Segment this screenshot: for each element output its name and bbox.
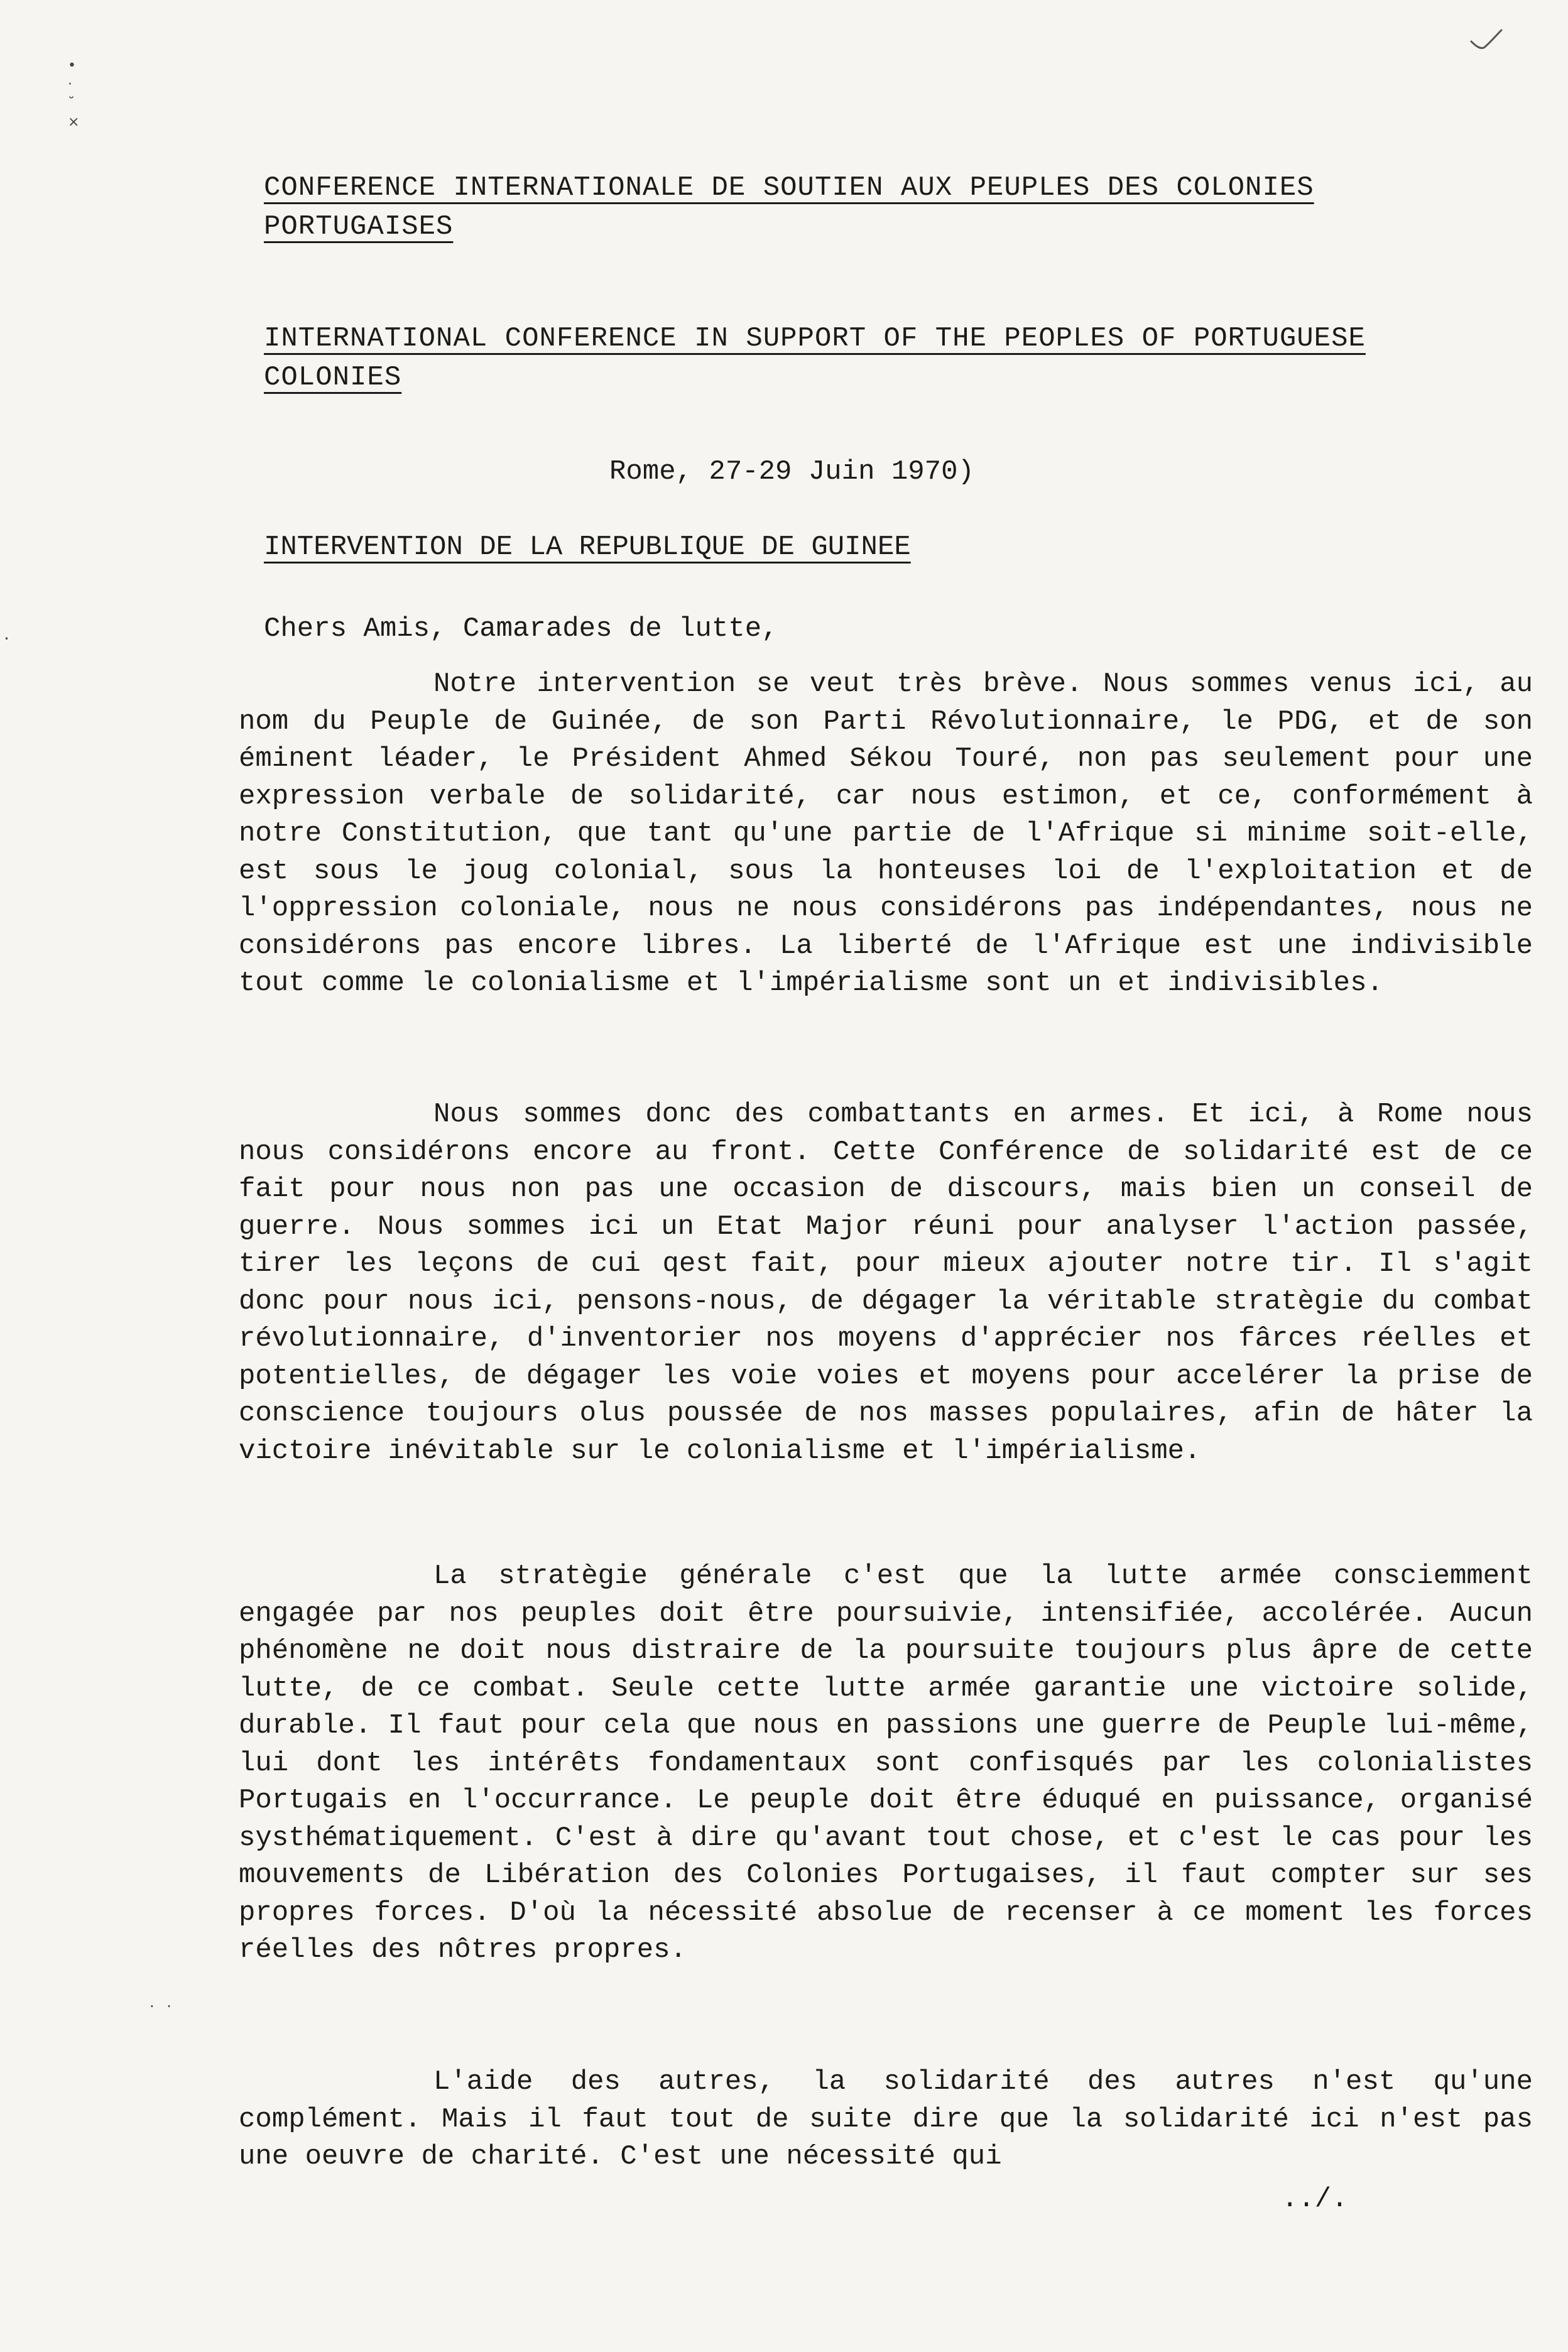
check-tick-icon	[1470, 28, 1503, 53]
conference-title-en: INTERNATIONAL CONFERENCE IN SUPPORT OF THE PEOPLES OF PORTUGUESE COLONIES	[264, 323, 1366, 393]
paragraph-3: La stratègie générale c'est que la lutte armée consciemment engagée par nos peuples doit être poursuivie, intensifiée, accolérée. Aucun phénomène ne doit nous distraire de la poursuite toujours plus âpre de cette lutte, de ce combat. Seule cette lutte armée garantie une victoire solide, durable. Il faut pour cela que nous en passions une guerre de Peuple lui-même, lui dont les intérêts fondamentaux sont confisqués par les colonialistes Portugais en l'occurrance. Le peuple doit être éduqué en puissance, organisé systhématiquement. C'est à dire qu'avant tout chose, et c'est le cas pour les mouvements de Libération des Colonies Portugaises, il faut compter sur ses propres forces. D'où la nécessité absolue de recenser à ce moment les forces réelles des nôtres propres.	[239, 1560, 1533, 1966]
intervention-title: INTERVENTION DE LA REPUBLIQUE DE GUINEE	[264, 531, 911, 563]
paragraph-2: Nous sommes donc des combattants en armes. Et ici, à Rome nous nous considérons encore au front. Cette Conférence de solidarité est de ce fait pour nous non pas une occasion de discours, mais bien un conseil de guerre. Nous sommes ici un Etat Major réuni pour analyser l'action passée, tirer les leçons de cui qest fait, pour mieux ajouter notre tir. Il s'agit donc pour nous ici, pensons-nous, de dégager la véritable stratègie du combat révolutionnaire, d'inventorier nos moyens d'apprécier nos fârces réelles et potentielles, de dégager les voie voies et moyens pour accelérer la prise de conscience toujours olus poussée de nos masses populaires, afin de hâter la victoire inévitable sur le colonialisme et l'impérialisme.	[239, 1099, 1533, 1467]
margin-specks: • · ˘ ×	[68, 58, 80, 130]
continuation-mark: ../.	[1282, 2184, 1348, 2215]
salutation: Chers Amis, Camarades de lutte,	[264, 613, 778, 645]
margin-specks: · ·	[150, 1998, 175, 2015]
conference-title-fr: CONFERENCE INTERNATIONALE DE SOUTIEN AUX PEUPLES DES COLONIES PORTUGAISES	[264, 172, 1314, 242]
paragraph-1: Notre intervention se veut très brève. Nous sommes venus ici, au nom du Peuple de Guinée, de son Parti Révolutionnaire, le PDG, et de son éminent léader, le Président Ahmed Sékou Touré, non pas seulement pour une expression verbale de solidarité, car nous estimon, et ce, conformément à notre Constitution, que tant qu'une partie de l'Afrique si minime soit-elle, est sous le joug colonial, sous la honteuses loi de l'exploitation et de l'oppression coloniale, nous ne nous considérons pas indépendantes, nous ne considérons pas encore libres. La liberté de l'Afrique est une indivisible tout comme le colonialisme et l'impérialisme sont un et indivisibles.	[239, 668, 1533, 999]
margin-speck: ·	[4, 628, 9, 649]
paragraph-4: L'aide des autres, la solidarité des autres n'est qu'une complément. Mais il faut tout de suite dire que la solidarité ici n'est pas une oeuvre de charité. C'est une nécessité qui	[239, 2066, 1533, 2172]
conference-date: Rome, 27-29 Juin 1970)	[609, 456, 974, 487]
